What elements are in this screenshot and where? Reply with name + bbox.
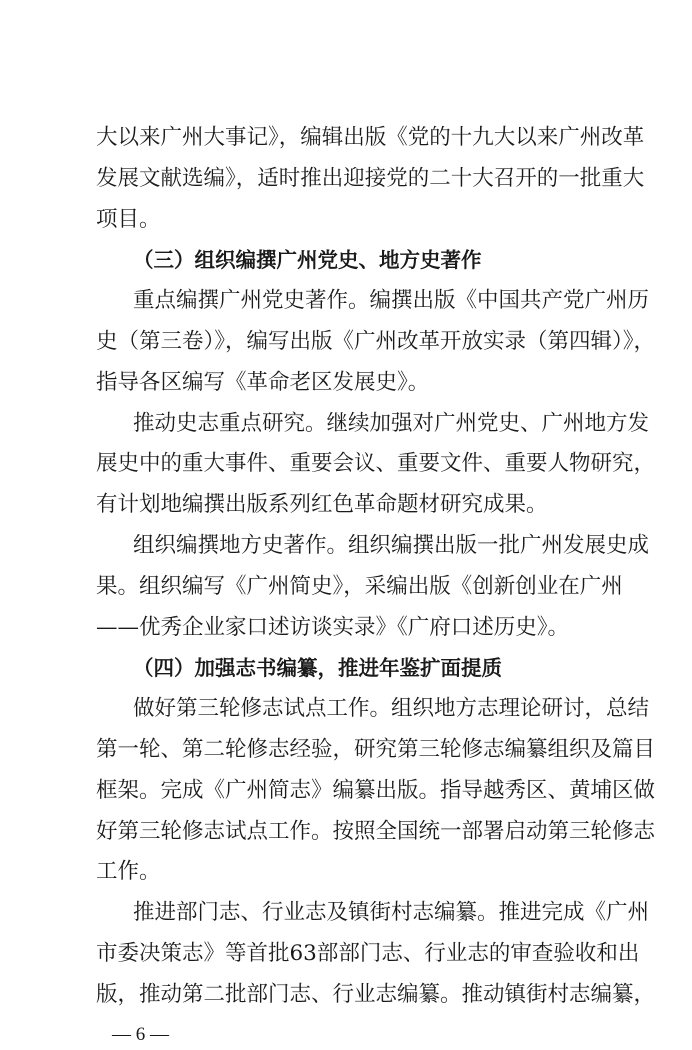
body-text-line: 市委决策志》等首批63部部门志、行业志的审查验收和出: [96, 941, 640, 966]
body-text-line: 版，推动第二批部门志、行业志编纂。推动镇街村志编纂，: [96, 981, 656, 1007]
body-text-line: ——优秀企业家口述访谈实录》《广府口述历史》。: [96, 614, 570, 640]
body-text-line: 第一轮、第二轮修志经验，研究第三轮修志编纂组织及篇目: [96, 737, 656, 762]
paragraph-first-line: 推动史志重点研究。继续加强对广州党史、广州地方发: [133, 410, 650, 436]
section-heading-3: （三）组织编撰广州党史、地方史著作: [133, 248, 482, 273]
body-text-line: 好第三轮修志试点工作。按照全国统一部署启动第三轮修志: [96, 818, 656, 844]
paragraph-first-line: 做好第三轮修志试点工作。组织地方志理论研讨，总结: [133, 696, 650, 722]
body-text-line: 果。组织编写《广州简史》，采编出版《创新创业在广州: [96, 573, 623, 599]
body-text-line: 指导各区编写《革命老区发展史》。: [96, 369, 430, 395]
section-heading-4: （四）加强志书编纂，推进年鉴扩面提质: [133, 656, 502, 681]
body-text-line: 大以来广州大事记》，编辑出版《党的十九大以来广州改革: [96, 125, 645, 150]
paragraph-first-line: 重点编撰广州党史著作。编撰出版《中国共产党广州历: [133, 288, 650, 314]
body-text-line: 工作。: [96, 859, 161, 885]
body-text-line: 项目。: [96, 206, 161, 232]
body-text-line: 框架。完成《广州简志》编纂出版。指导越秀区、黄埔区做: [96, 777, 656, 803]
paragraph-first-line: 推进部门志、行业志及镇街村志编纂。推进完成《广州: [133, 900, 650, 926]
body-text-line: 有计划地编撰出版系列红色革命题材研究成果。: [96, 492, 548, 518]
body-text-line: 发展文献选编》，适时推出迎接党的二十大召开的一批重大: [96, 165, 645, 191]
body-text-line: 展史中的重大事件、重要会议、重要文件、重要人物研究，: [96, 451, 656, 477]
page-number: — 6 —: [112, 1023, 169, 1045]
paragraph-first-line: 组织编撰地方史著作。组织编撰出版一批广州发展史成: [133, 533, 650, 558]
body-text-line: 史（第三卷）》，编写出版《广州改革开放实录（第四辑）》，: [96, 329, 656, 354]
